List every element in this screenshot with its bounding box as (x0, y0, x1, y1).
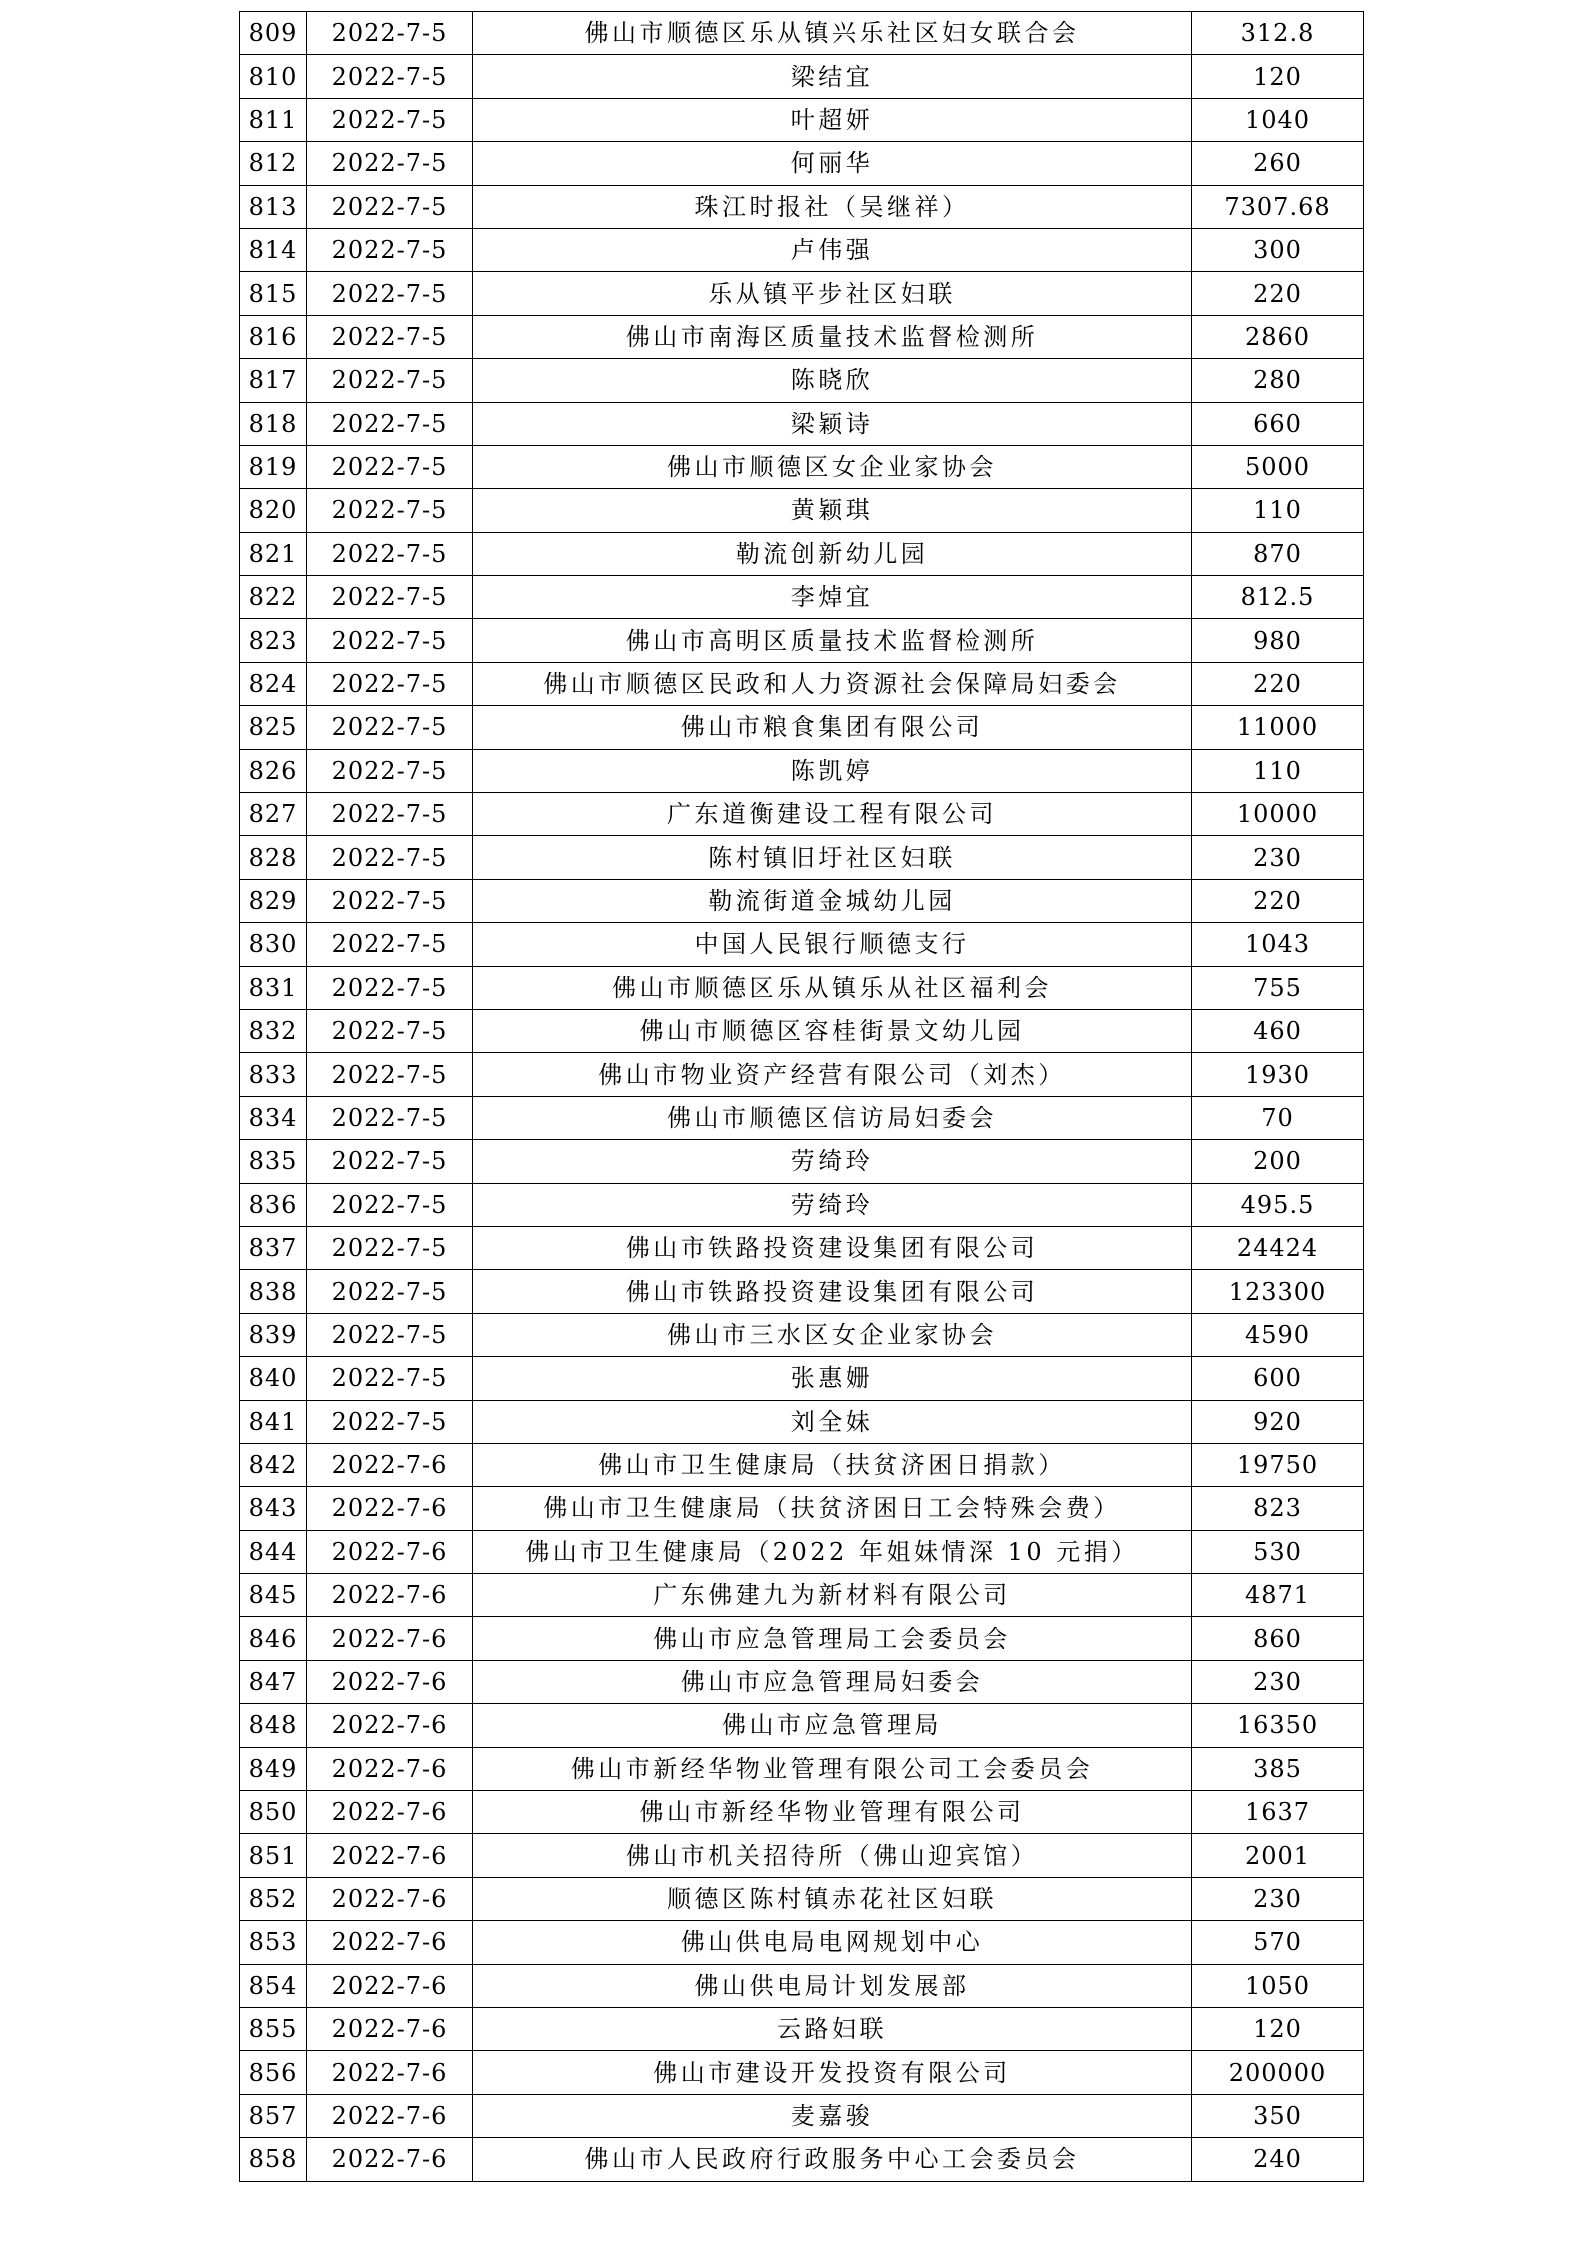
row-donor: 梁颖诗 (473, 402, 1192, 445)
row-donor: 佛山市顺德区乐从镇兴乐社区妇女联合会 (473, 12, 1192, 55)
row-number: 852 (240, 1877, 307, 1920)
row-amount: 230 (1192, 836, 1364, 879)
row-amount: 980 (1192, 619, 1364, 662)
row-number: 832 (240, 1009, 307, 1052)
row-date: 2022-7-6 (307, 1487, 473, 1530)
row-number: 853 (240, 1921, 307, 1964)
row-amount: 260 (1192, 142, 1364, 185)
table-row (240, 1487, 1364, 1530)
row-amount: 600 (1192, 1357, 1364, 1400)
row-amount: 10000 (1192, 793, 1364, 836)
row-donor: 佛山市高明区质量技术监督检测所 (473, 619, 1192, 662)
row-amount: 120 (1192, 55, 1364, 98)
row-number: 834 (240, 1096, 307, 1139)
table-row (240, 185, 1364, 228)
row-donor: 佛山市应急管理局工会委员会 (473, 1617, 1192, 1660)
row-amount: 70 (1192, 1096, 1364, 1139)
table-row (240, 966, 1364, 1009)
table-row (240, 359, 1364, 402)
row-date: 2022-7-6 (307, 2094, 473, 2137)
table-row (240, 1009, 1364, 1052)
table-row (240, 2094, 1364, 2137)
row-number: 858 (240, 2138, 307, 2181)
row-date: 2022-7-6 (307, 1964, 473, 2007)
row-donor: 乐从镇平步社区妇联 (473, 272, 1192, 315)
row-date: 2022-7-5 (307, 142, 473, 185)
table-row (240, 1140, 1364, 1183)
table-row (240, 1617, 1364, 1660)
row-amount: 7307.68 (1192, 185, 1364, 228)
row-date: 2022-7-5 (307, 619, 473, 662)
row-number: 846 (240, 1617, 307, 1660)
row-date: 2022-7-6 (307, 1660, 473, 1703)
table-row (240, 706, 1364, 749)
row-amount: 460 (1192, 1009, 1364, 1052)
row-number: 840 (240, 1357, 307, 1400)
row-amount: 2001 (1192, 1834, 1364, 1877)
row-number: 837 (240, 1226, 307, 1269)
row-date: 2022-7-5 (307, 706, 473, 749)
row-amount: 220 (1192, 272, 1364, 315)
row-number: 820 (240, 489, 307, 532)
row-date: 2022-7-5 (307, 1313, 473, 1356)
table-row (240, 1834, 1364, 1877)
row-date: 2022-7-5 (307, 98, 473, 141)
table-row (240, 923, 1364, 966)
row-date: 2022-7-5 (307, 228, 473, 271)
row-number: 818 (240, 402, 307, 445)
table-row (240, 489, 1364, 532)
table-row (240, 1921, 1364, 1964)
table-row (240, 1747, 1364, 1790)
table-row (240, 879, 1364, 922)
row-donor: 黄颖琪 (473, 489, 1192, 532)
row-number: 824 (240, 662, 307, 705)
row-donor: 佛山市人民政府行政服务中心工会委员会 (473, 2138, 1192, 2181)
row-amount: 120 (1192, 2007, 1364, 2050)
table-row (240, 228, 1364, 271)
row-number: 836 (240, 1183, 307, 1226)
row-donor: 云路妇联 (473, 2007, 1192, 2050)
row-number: 855 (240, 2007, 307, 2050)
table-row (240, 1791, 1364, 1834)
row-number: 822 (240, 576, 307, 619)
table-row (240, 12, 1364, 55)
row-date: 2022-7-5 (307, 966, 473, 1009)
row-donor: 陈凯婷 (473, 749, 1192, 792)
table-row (240, 315, 1364, 358)
table-row (240, 576, 1364, 619)
row-date: 2022-7-5 (307, 1270, 473, 1313)
row-number: 823 (240, 619, 307, 662)
row-date: 2022-7-6 (307, 1921, 473, 1964)
row-amount: 1637 (1192, 1791, 1364, 1834)
row-date: 2022-7-5 (307, 445, 473, 488)
row-amount: 1930 (1192, 1053, 1364, 1096)
table-row (240, 98, 1364, 141)
row-number: 825 (240, 706, 307, 749)
table-row (240, 836, 1364, 879)
row-amount: 1040 (1192, 98, 1364, 141)
table-row (240, 619, 1364, 662)
row-number: 809 (240, 12, 307, 55)
row-donor: 佛山市顺德区信访局妇委会 (473, 1096, 1192, 1139)
row-donor: 佛山市顺德区民政和人力资源社会保障局妇委会 (473, 662, 1192, 705)
row-number: 821 (240, 532, 307, 575)
row-number: 854 (240, 1964, 307, 2007)
table-row (240, 1400, 1364, 1443)
row-donor: 佛山市铁路投资建设集团有限公司 (473, 1270, 1192, 1313)
row-number: 835 (240, 1140, 307, 1183)
row-donor: 叶超妍 (473, 98, 1192, 141)
row-amount: 5000 (1192, 445, 1364, 488)
row-amount: 220 (1192, 879, 1364, 922)
row-donor: 劳绮玲 (473, 1183, 1192, 1226)
table-row (240, 1704, 1364, 1747)
table-row (240, 55, 1364, 98)
row-date: 2022-7-5 (307, 402, 473, 445)
row-number: 842 (240, 1443, 307, 1486)
row-number: 828 (240, 836, 307, 879)
row-amount: 1043 (1192, 923, 1364, 966)
row-amount: 4871 (1192, 1574, 1364, 1617)
row-donor: 梁结宜 (473, 55, 1192, 98)
row-amount: 110 (1192, 749, 1364, 792)
row-number: 857 (240, 2094, 307, 2137)
row-number: 833 (240, 1053, 307, 1096)
table-row (240, 1053, 1364, 1096)
table-row (240, 1530, 1364, 1573)
row-donor: 佛山市新经华物业管理有限公司工会委员会 (473, 1747, 1192, 1790)
row-donor: 何丽华 (473, 142, 1192, 185)
row-amount: 200000 (1192, 2051, 1364, 2094)
table-row (240, 445, 1364, 488)
row-donor: 佛山市应急管理局 (473, 1704, 1192, 1747)
table-row (240, 1574, 1364, 1617)
row-donor: 珠江时报社（吴继祥） (473, 185, 1192, 228)
row-donor: 佛山市南海区质量技术监督检测所 (473, 315, 1192, 358)
row-amount: 11000 (1192, 706, 1364, 749)
row-amount: 110 (1192, 489, 1364, 532)
row-donor: 劳绮玲 (473, 1140, 1192, 1183)
row-amount: 530 (1192, 1530, 1364, 1573)
row-number: 844 (240, 1530, 307, 1573)
row-donor: 陈晓欣 (473, 359, 1192, 402)
row-amount: 812.5 (1192, 576, 1364, 619)
table-row (240, 749, 1364, 792)
row-date: 2022-7-5 (307, 1183, 473, 1226)
row-date: 2022-7-5 (307, 1400, 473, 1443)
donation-table (239, 11, 1364, 2182)
row-amount: 230 (1192, 1660, 1364, 1703)
row-donor: 广东道衡建设工程有限公司 (473, 793, 1192, 836)
table-row (240, 1096, 1364, 1139)
row-amount: 230 (1192, 1877, 1364, 1920)
row-number: 813 (240, 185, 307, 228)
row-amount: 860 (1192, 1617, 1364, 1660)
row-date: 2022-7-5 (307, 1357, 473, 1400)
row-number: 826 (240, 749, 307, 792)
row-amount: 570 (1192, 1921, 1364, 1964)
row-donor: 佛山市机关招待所（佛山迎宾馆） (473, 1834, 1192, 1877)
row-date: 2022-7-5 (307, 12, 473, 55)
table-row (240, 793, 1364, 836)
row-donor: 佛山市卫生健康局（扶贫济困日捐款） (473, 1443, 1192, 1486)
table-row (240, 2051, 1364, 2094)
table-row (240, 1660, 1364, 1703)
table-row (240, 2007, 1364, 2050)
row-donor: 佛山市应急管理局妇委会 (473, 1660, 1192, 1703)
row-number: 848 (240, 1704, 307, 1747)
row-date: 2022-7-5 (307, 749, 473, 792)
row-donor: 佛山市三水区女企业家协会 (473, 1313, 1192, 1356)
row-date: 2022-7-5 (307, 532, 473, 575)
row-date: 2022-7-5 (307, 1009, 473, 1052)
row-donor: 张惠姗 (473, 1357, 1192, 1400)
row-number: 816 (240, 315, 307, 358)
table-row (240, 1964, 1364, 2007)
row-number: 831 (240, 966, 307, 1009)
table-row (240, 662, 1364, 705)
row-amount: 823 (1192, 1487, 1364, 1530)
row-donor: 中国人民银行顺德支行 (473, 923, 1192, 966)
row-donor: 佛山市新经华物业管理有限公司 (473, 1791, 1192, 1834)
row-number: 812 (240, 142, 307, 185)
row-amount: 220 (1192, 662, 1364, 705)
table-row (240, 1183, 1364, 1226)
row-date: 2022-7-5 (307, 1053, 473, 1096)
table-row (240, 1313, 1364, 1356)
row-amount: 240 (1192, 2138, 1364, 2181)
row-date: 2022-7-6 (307, 2051, 473, 2094)
row-date: 2022-7-6 (307, 1574, 473, 1617)
row-donor: 刘全妹 (473, 1400, 1192, 1443)
table-row (240, 272, 1364, 315)
row-donor: 佛山市卫生健康局（扶贫济困日工会特殊会费） (473, 1487, 1192, 1530)
table-row (240, 2138, 1364, 2181)
row-date: 2022-7-5 (307, 662, 473, 705)
row-date: 2022-7-5 (307, 272, 473, 315)
row-amount: 1050 (1192, 1964, 1364, 2007)
row-number: 843 (240, 1487, 307, 1530)
row-number: 814 (240, 228, 307, 271)
row-number: 845 (240, 1574, 307, 1617)
row-donor: 佛山市铁路投资建设集团有限公司 (473, 1226, 1192, 1269)
row-amount: 350 (1192, 2094, 1364, 2137)
row-donor: 麦嘉骏 (473, 2094, 1192, 2137)
row-donor: 顺德区陈村镇赤花社区妇联 (473, 1877, 1192, 1920)
row-amount: 495.5 (1192, 1183, 1364, 1226)
donation-table-body (240, 12, 1364, 2182)
table-row (240, 1357, 1364, 1400)
row-number: 810 (240, 55, 307, 98)
row-number: 856 (240, 2051, 307, 2094)
row-date: 2022-7-5 (307, 359, 473, 402)
row-amount: 200 (1192, 1140, 1364, 1183)
table-row (240, 1270, 1364, 1313)
row-amount: 300 (1192, 228, 1364, 271)
row-date: 2022-7-6 (307, 1617, 473, 1660)
row-number: 841 (240, 1400, 307, 1443)
row-amount: 16350 (1192, 1704, 1364, 1747)
row-donor: 广东佛建九为新材料有限公司 (473, 1574, 1192, 1617)
row-donor: 佛山市顺德区容桂街景文幼儿园 (473, 1009, 1192, 1052)
row-date: 2022-7-6 (307, 1530, 473, 1573)
row-amount: 24424 (1192, 1226, 1364, 1269)
row-amount: 870 (1192, 532, 1364, 575)
row-donor: 陈村镇旧圩社区妇联 (473, 836, 1192, 879)
row-date: 2022-7-5 (307, 489, 473, 532)
row-number: 839 (240, 1313, 307, 1356)
row-number: 811 (240, 98, 307, 141)
row-donor: 佛山市顺德区乐从镇乐从社区福利会 (473, 966, 1192, 1009)
row-amount: 4590 (1192, 1313, 1364, 1356)
row-date: 2022-7-5 (307, 1226, 473, 1269)
row-date: 2022-7-6 (307, 1834, 473, 1877)
row-donor: 勒流创新幼儿园 (473, 532, 1192, 575)
row-date: 2022-7-6 (307, 1747, 473, 1790)
row-donor: 佛山市建设开发投资有限公司 (473, 2051, 1192, 2094)
row-donor: 佛山供电局计划发展部 (473, 1964, 1192, 2007)
row-date: 2022-7-5 (307, 793, 473, 836)
row-number: 847 (240, 1660, 307, 1703)
table-row (240, 532, 1364, 575)
row-date: 2022-7-6 (307, 1791, 473, 1834)
row-amount: 920 (1192, 1400, 1364, 1443)
row-number: 849 (240, 1747, 307, 1790)
table-row (240, 402, 1364, 445)
table-row (240, 1443, 1364, 1486)
row-date: 2022-7-6 (307, 1443, 473, 1486)
table-row (240, 142, 1364, 185)
row-date: 2022-7-5 (307, 1096, 473, 1139)
row-date: 2022-7-5 (307, 55, 473, 98)
row-number: 815 (240, 272, 307, 315)
row-date: 2022-7-5 (307, 315, 473, 358)
row-number: 838 (240, 1270, 307, 1313)
row-amount: 123300 (1192, 1270, 1364, 1313)
row-amount: 755 (1192, 966, 1364, 1009)
table-row (240, 1226, 1364, 1269)
row-date: 2022-7-6 (307, 2138, 473, 2181)
row-donor: 勒流街道金城幼儿园 (473, 879, 1192, 922)
row-number: 829 (240, 879, 307, 922)
row-date: 2022-7-6 (307, 2007, 473, 2050)
row-donor: 佛山市粮食集团有限公司 (473, 706, 1192, 749)
row-date: 2022-7-5 (307, 923, 473, 966)
row-donor: 佛山市卫生健康局（2022 年姐妹情深 10 元捐） (473, 1530, 1192, 1573)
row-date: 2022-7-5 (307, 185, 473, 228)
row-date: 2022-7-5 (307, 576, 473, 619)
row-number: 851 (240, 1834, 307, 1877)
row-donor: 佛山供电局电网规划中心 (473, 1921, 1192, 1964)
row-number: 819 (240, 445, 307, 488)
row-amount: 660 (1192, 402, 1364, 445)
row-date: 2022-7-5 (307, 879, 473, 922)
row-amount: 280 (1192, 359, 1364, 402)
row-date: 2022-7-5 (307, 1140, 473, 1183)
table-row (240, 1877, 1364, 1920)
row-donor: 卢伟强 (473, 228, 1192, 271)
row-number: 830 (240, 923, 307, 966)
row-donor: 佛山市物业资产经营有限公司（刘杰） (473, 1053, 1192, 1096)
row-number: 827 (240, 793, 307, 836)
row-donor: 佛山市顺德区女企业家协会 (473, 445, 1192, 488)
row-amount: 19750 (1192, 1443, 1364, 1486)
row-amount: 312.8 (1192, 12, 1364, 55)
row-date: 2022-7-6 (307, 1877, 473, 1920)
row-date: 2022-7-5 (307, 836, 473, 879)
row-amount: 2860 (1192, 315, 1364, 358)
row-donor: 李焯宜 (473, 576, 1192, 619)
row-number: 850 (240, 1791, 307, 1834)
row-date: 2022-7-6 (307, 1704, 473, 1747)
row-amount: 385 (1192, 1747, 1364, 1790)
row-number: 817 (240, 359, 307, 402)
